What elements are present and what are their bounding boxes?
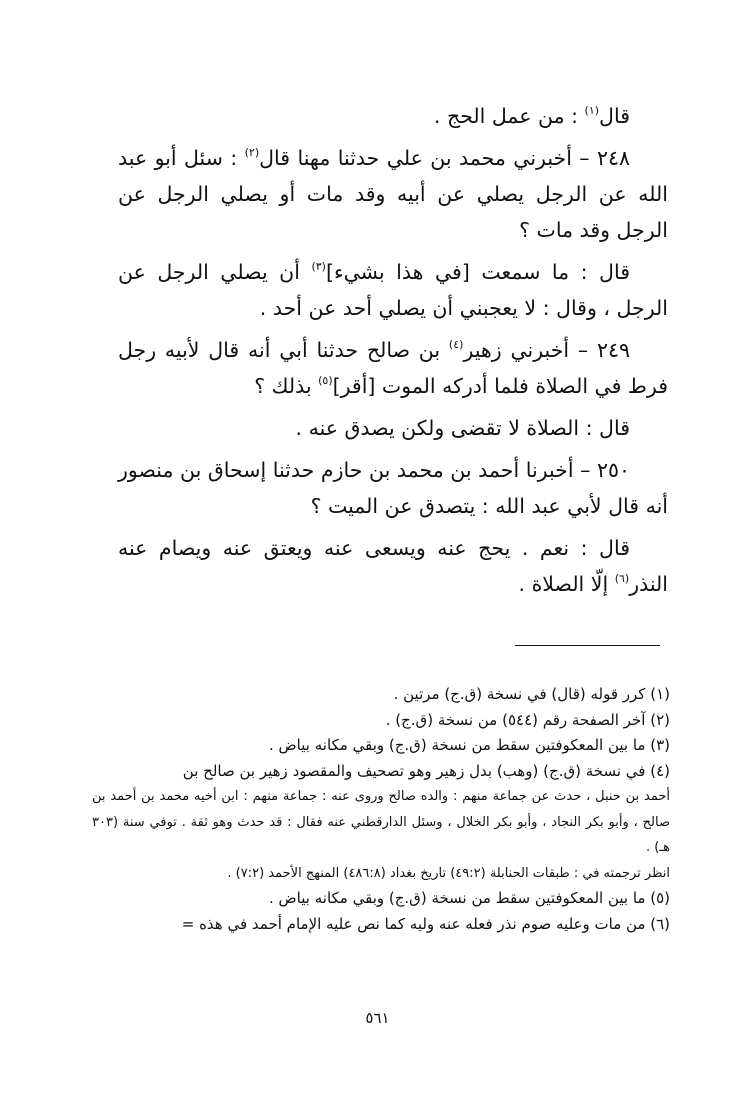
footnote-ref-6: (٦) xyxy=(614,572,630,586)
footnote-5: (٥) ما بين المعكوفتين سقط من نسخة (ق.ج) وبقي مكانه بياض . xyxy=(269,889,670,907)
footnote-ref-3: (٣) xyxy=(311,260,326,274)
footnote-2: (٢) آخر الصفحة رقم (٥٤٤) من نسخة (ق.ج) . xyxy=(385,710,670,729)
main-text xyxy=(118,98,668,608)
paragraph-7 xyxy=(118,530,668,602)
text-run: بذلك ؟ xyxy=(254,374,319,398)
paragraph-249 xyxy=(118,332,668,404)
paragraph-248 xyxy=(118,140,668,248)
footnote-1: (١) كرر قوله (قال) في نسخة (ق.ج) مرتين . xyxy=(393,685,670,703)
text-run: إلّا الصلاة . xyxy=(518,572,615,596)
text-run: قال : نعم . يحج عنه ويسعى عنه ويعتق عنه ويصام عنه النذر xyxy=(118,536,668,596)
footnote-6: (٦) من مات وعليه صوم نذر فعله عنه وليه كما نص عليه الإمام أحمد في هذه = xyxy=(181,914,670,933)
text-run: : من عمل الحج . xyxy=(433,104,585,128)
text-run: قال xyxy=(599,104,630,128)
footnote-4-reference: انظر ترجمته في : طبقات الحنابلة (٤٩:٢) تاريخ بغداد (٤٨٦:٨) المنهج الأحمد (٧:٢) . xyxy=(227,865,670,881)
paragraph-5: قال : الصلاة لا تقضى ولكن يصدق عنه . xyxy=(295,416,630,440)
text-run: قال : ما سمعت [في هذا بشيء] xyxy=(325,260,630,284)
paragraph-3 xyxy=(118,254,668,326)
footnote-ref-5: (٥) xyxy=(318,374,333,388)
text-run: ٢٤٩ – أخبرني زهير xyxy=(463,338,631,362)
text-run: بن صالح حدثنا أبي أنه قال لأبيه رجل فرط في الصلاة فلما أدركه الموت [أقر] xyxy=(118,338,668,398)
footnotes xyxy=(92,682,670,937)
footnote-3: (٣) ما بين المعكوفتين سقط من نسخة (ق.ج) وبقي مكانه بياض . xyxy=(269,736,670,754)
footnote-4-continued: أحمد بن حنبل ، حدث عن جماعة منهم : والده صالح وروى عنه : جماعة منهم : ابن أخيه محمد بن أحمد بن صالح ، وأبو بكر النجاد ، وأبو بكر الخلال ، وسئل الدارقطني عنه فقال : قد حدث وهو ثقة . توفي سنة (٣٠٣ هـ) . xyxy=(92,789,670,855)
text-run: أن يصلي الرجل عن الرجل ، وقال : لا يعجبني أن يصلي أحد عن أحد . xyxy=(118,260,668,320)
text-run: ٢٤٨ – أخبرني محمد بن علي حدثنا مهنا قال xyxy=(259,146,631,170)
footnote-ref-2: (٢) xyxy=(244,146,260,160)
footnote-ref-4: (٤) xyxy=(448,338,464,352)
footnote-4: (٤) في نسخة (ق.ج) (وهب) بدل زهير وهو تصحيف والمقصود زهير بن صالح بن xyxy=(182,761,670,780)
paragraph-1 xyxy=(118,98,668,134)
text-run: : سئل أبو عبد الله عن الرجل يصلي عن أبيه وقد مات أو يصلي الرجل عن الرجل وقد مات ؟ xyxy=(118,146,668,242)
page-number: ٥٦١ xyxy=(365,1009,390,1027)
footnote-ref-1: (١) xyxy=(584,104,600,118)
footnote-separator xyxy=(515,645,660,646)
paragraph-250: ٢٥٠ – أخبرنا أحمد بن محمد بن حازم حدثنا إسحاق بن منصور أنه قال لأبي عبد الله : يتصدق عن الميت ؟ xyxy=(118,458,668,518)
